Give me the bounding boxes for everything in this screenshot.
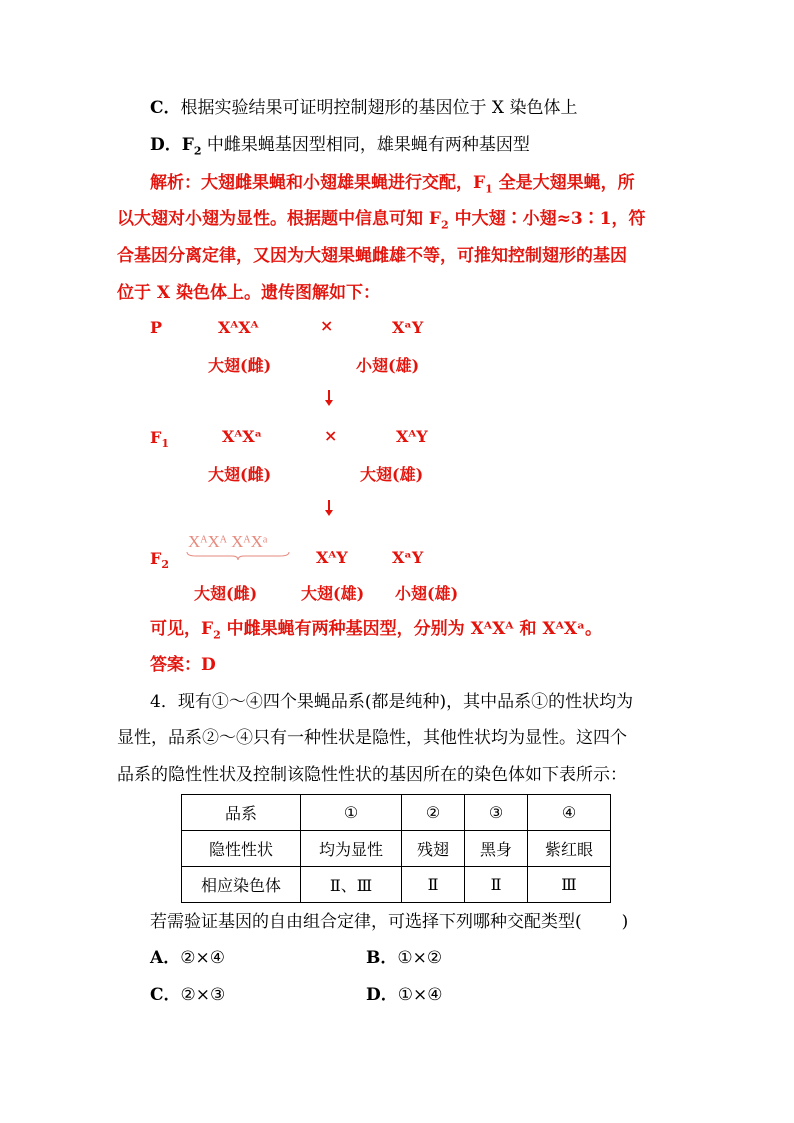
choice-c-text: ②×③ [180, 985, 226, 1005]
table-cell: 紫红眼 [528, 831, 611, 867]
q4-line-3: 品系的隐性性状及控制该隐性性状的基因所在的染色体如下表所示： [117, 765, 627, 785]
q4-line-1: 4．现有①～④四个果蝇品系(都是纯种)，其中品系①的性状均为 [150, 692, 634, 712]
p-male-phenotype: 小翅(雄) [356, 356, 420, 375]
table-cell: Ⅱ [402, 867, 465, 903]
option-c-text: 根据实验结果可证明控制翅形的基因位于 X 染色体上 [180, 98, 578, 118]
choice-b-text: ①×② [397, 948, 443, 968]
p-label: P [150, 318, 163, 337]
analysis-text-1b: 全是大翅果蝇，所 [492, 173, 635, 193]
f1-female-phenotype: 大翅(雌) [208, 465, 272, 484]
arrow-f1-to-f2 [328, 500, 330, 512]
answer-value: D [201, 655, 216, 675]
option-d-sub: 2 [193, 144, 202, 158]
analysis-text-2a: 以大翅对小翅为显性。根据题中信息可知 F [117, 209, 441, 229]
q4-prompt [150, 911, 628, 933]
p-female-phenotype: 大翅(雌) [208, 356, 272, 375]
option-c-label: C． [150, 98, 181, 118]
q4-line-2: 显性，品系②～④只有一种性状是隐性，其他性状均为显性。这四个 [117, 728, 627, 748]
conclusion-text-b: 中雌果蝇有两种基因型，分别为 XᴬXᴬ 和 XᴬXᵃ。 [220, 619, 603, 639]
answer [150, 654, 216, 676]
q4-prompt-text: 若需验证基因的自由组合定律，可选择下列哪种交配类型( [150, 912, 582, 932]
option-d-text: 中雌果蝇基因型相同，雄果蝇有两种基因型 [201, 135, 530, 155]
table-cell: 残翅 [402, 831, 465, 867]
choice-c-label: C． [150, 985, 181, 1005]
table-cell: ② [402, 795, 465, 831]
f2-male2-genotype: XᵃY [392, 548, 424, 567]
conclusion-text-a: 可见，F [150, 619, 214, 639]
analysis-line-3: 合基因分离定律，又因为大翅果蝇雌雄不等，可推知控制翅形的基因 [117, 246, 627, 266]
table-cell: Ⅱ [465, 867, 528, 903]
table-cell: Ⅱ、Ⅲ [301, 867, 402, 903]
p-cross-symbol: × [320, 316, 334, 335]
p-male-genotype: XᵃY [392, 318, 424, 337]
option-d [150, 134, 530, 156]
conclusion-sub: 2 [213, 628, 221, 642]
f1-male-phenotype: 大翅(雄) [360, 465, 424, 484]
choice-d-text: ①×④ [397, 985, 443, 1005]
table-cell: 黑身 [465, 831, 528, 867]
table-row [182, 867, 611, 903]
table-cell: 相应染色体 [182, 867, 301, 903]
f1-label: $F_1$ [150, 428, 170, 451]
option-d-f: F [181, 135, 194, 155]
f2-female-genotypes: XᴬXᴬ XᴬXᵃ [188, 532, 268, 551]
conclusion [150, 618, 602, 640]
table-cell: 品系 [182, 795, 301, 831]
table-cell: ③ [465, 795, 528, 831]
analysis-label: 解析： [150, 173, 201, 193]
table-cell: ④ [528, 795, 611, 831]
f1-cross-symbol: × [324, 426, 338, 445]
table-row [182, 795, 611, 831]
strain-table [181, 794, 611, 903]
f2-phenotype-3: 小翅(雄) [395, 584, 459, 603]
choice-a-label: A． [150, 948, 181, 968]
choice-a [150, 947, 225, 969]
f2-label: $F_2$ [150, 549, 170, 572]
table-row [182, 831, 611, 867]
choice-a-text: ②×④ [180, 948, 225, 968]
table-cell: Ⅲ [528, 867, 611, 903]
analysis-line-1 [150, 172, 635, 194]
choice-d-label: D． [366, 985, 398, 1005]
f2-phenotype-1: 大翅(雌) [194, 584, 258, 603]
f2-male1-genotype: XᴬY [316, 548, 348, 567]
f1-female-genotype: XᴬXᵃ [222, 427, 263, 446]
option-c [150, 97, 577, 119]
analysis-sub-1: 1 [485, 182, 493, 196]
f2-brace [186, 551, 290, 561]
choice-c [150, 984, 225, 1006]
analysis-line-4: 位于 X 染色体上。遗传图解如下： [117, 283, 381, 303]
option-d-label: D． [150, 135, 182, 155]
table-cell: 均为显性 [301, 831, 402, 867]
analysis-sub-2: 2 [441, 218, 449, 232]
p-female-genotype: XᴬXᴬ [218, 318, 259, 337]
analysis-line-2 [117, 208, 645, 230]
answer-label: 答案： [150, 655, 201, 675]
q4-prompt-close: ) [621, 912, 629, 932]
analysis-text-2b: 中大翅∶小翅≈3∶1，符 [448, 209, 646, 229]
f1-male-genotype: XᴬY [396, 427, 428, 446]
choice-d [366, 984, 442, 1006]
choice-b-label: B． [366, 948, 398, 968]
f2-phenotype-2: 大翅(雄) [301, 584, 365, 603]
choice-b [366, 947, 442, 969]
arrow-p-to-f1 [328, 390, 330, 402]
table-cell: ① [301, 795, 402, 831]
analysis-text-1a: 大翅雌果蝇和小翅雄果蝇进行交配，F [201, 173, 486, 193]
table-cell: 隐性性状 [182, 831, 301, 867]
